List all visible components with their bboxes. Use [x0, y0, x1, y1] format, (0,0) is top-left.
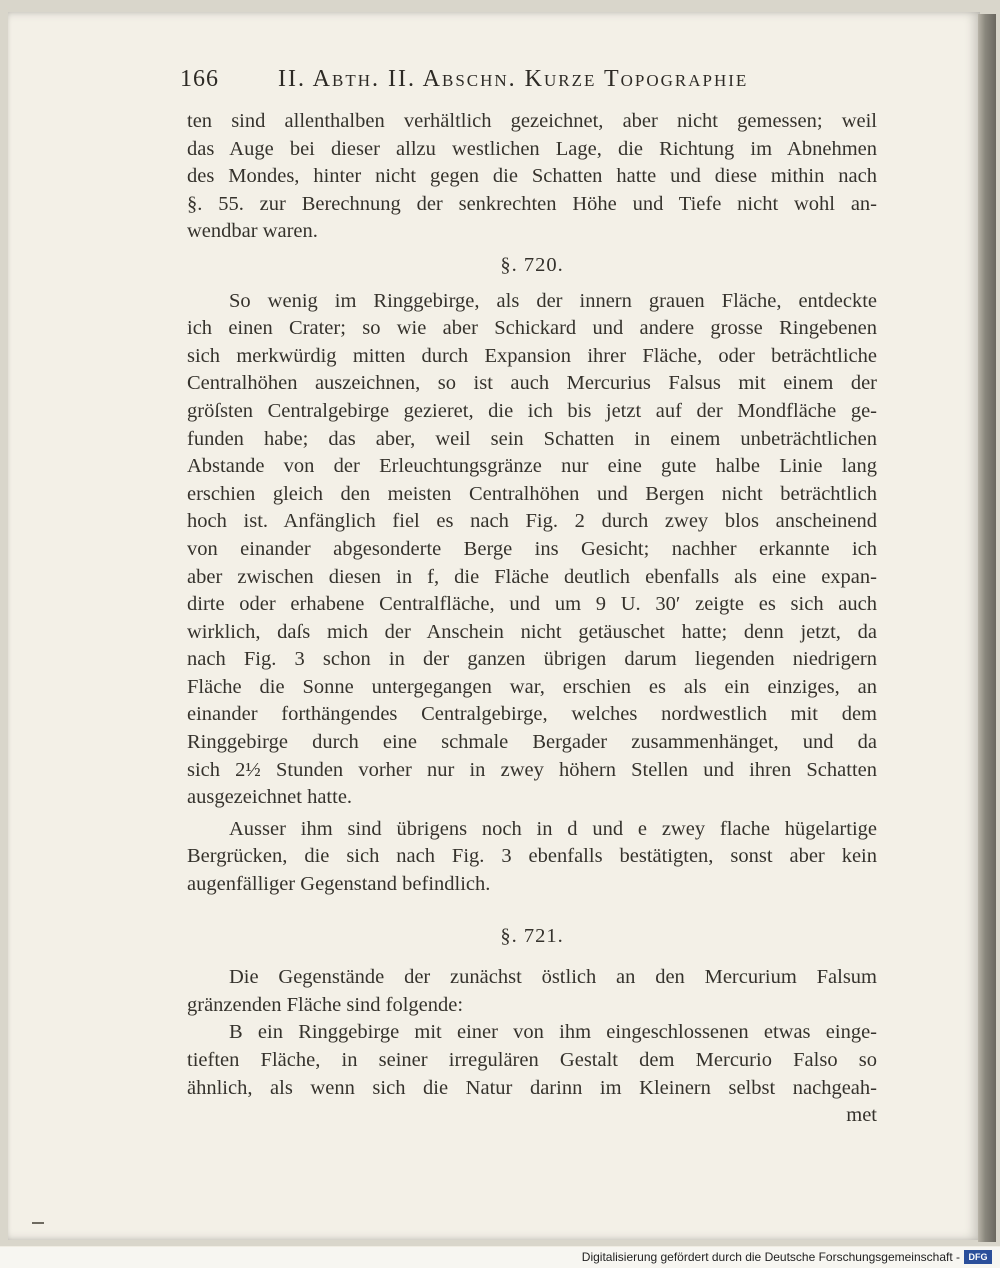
text-line: augenfälliger Gegenstand befindlich.	[187, 873, 491, 896]
text-line: §. 55. zur Berechnung der senkrechten Höhe und Tiefe nicht wohl an-	[187, 192, 877, 215]
text-line: von einander abgesonderte Berge ins Gesicht; nachher erkannte ich	[187, 537, 877, 560]
text-line: Fläche die Sonne untergegangen war, erschien es als ein einziges, an	[187, 675, 877, 698]
running-title: II. Abth. II. Abschn. Kurze Topographie	[278, 66, 749, 92]
text-line: gränzenden Fläche sind folgende:	[187, 993, 464, 1016]
section-heading-721: §. 721.	[500, 924, 564, 947]
text-line: sich 2½ Stunden vorher nur in zwey höhern Stellen und ihren Schatten	[187, 758, 877, 781]
text-line: Ausser ihm sind übrigens noch in d und e zwey flache hügelartige	[229, 817, 877, 840]
text-line: So wenig im Ringgebirge, als der innern grauen Fläche, entdeckte	[229, 289, 877, 312]
text-line: B ein Ringgebirge mit einer von ihm eingeschlossenen etwas einge-	[229, 1021, 877, 1044]
text-line: funden habe; das aber, weil sein Schatten in einem unbeträchtlichen	[187, 427, 877, 450]
text-line: Centralhöhen auszeichnen, so ist auch Mercurius Falsus mit einem der	[187, 372, 877, 395]
catchword: met	[846, 1104, 877, 1127]
text-line: gröſsten Centralgebirge gezieret, die ich bis jetzt auf der Mondfläche ge-	[187, 399, 877, 422]
text-line: das Auge bei dieser allzu westlichen Lage, die Richtung im Abnehmen	[187, 137, 877, 160]
text-line: Die Gegenstände der zunächst östlich an den Mercurium Falsum	[229, 966, 877, 989]
text-line: aber zwischen diesen in f, die Fläche deutlich ebenfalls als eine expan-	[187, 565, 877, 588]
text-line: Bergrücken, die sich nach Fig. 3 ebenfalls bestätigten, sonst aber kein	[187, 845, 877, 868]
digitization-footer	[0, 1247, 1000, 1268]
text-line: nach Fig. 3 schon in der ganzen übrigen darum liegenden niedrigern	[187, 648, 877, 671]
text-line: tieften Fläche, in seiner irregulären Gestalt dem Mercurio Falso so	[187, 1049, 877, 1071]
funding-credit: Digitalisierung gefördert durch die Deutsche Forschungsgemeinschaft -	[581, 1250, 960, 1264]
text-line: dirte oder erhabene Centralfläche, und um 9 U. 30′ zeigte es sich auch	[187, 593, 877, 616]
section-heading-720: §. 720.	[500, 253, 564, 276]
page-number: 166	[180, 66, 219, 92]
text-line: ich einen Crater; so wie aber Schickard und andere grosse Ringebenen	[187, 317, 877, 340]
text-line: hoch ist. Anfänglich fiel es nach Fig. 2 durch zwey blos anscheinend	[187, 510, 877, 533]
text-line: des Mondes, hinter nicht gegen die Schatten hatte und diese mithin nach	[187, 165, 877, 188]
text-line: einander forthängendes Centralgebirge, welches nordwestlich mit dem	[187, 703, 877, 726]
text-line: ähnlich, als wenn sich die Natur darinn im Kleinern selbst nachgeah-	[187, 1076, 877, 1099]
text-line: Ringgebirge durch eine schmale Bergader zusammenhänget, und da	[187, 731, 877, 754]
ink-speck	[32, 1222, 44, 1224]
text-line: sich merkwürdig mitten durch Expansion ihrer Fläche, oder beträchtliche	[187, 344, 877, 367]
text-line: ausgezeichnet hatte.	[187, 786, 353, 809]
text-line: ten sind allenthalben verhältlich gezeichnet, aber nicht gemessen; weil	[187, 110, 877, 132]
dfg-logo-icon: DFG	[964, 1250, 992, 1264]
running-header	[180, 66, 880, 102]
page-edge	[978, 14, 996, 1242]
text-line: Abstande von der Erleuchtungsgränze nur eine gute halbe Linie lang	[187, 455, 877, 478]
body-text	[187, 108, 877, 1130]
text-line: wirklich, daſs mich der Anschein nicht getäuschet hatte; denn jetzt, da	[187, 620, 877, 643]
text-line: erschien gleich den meisten Centralhöhen und Bergen nicht beträchtlich	[187, 482, 877, 505]
text-line: wendbar waren.	[187, 220, 318, 243]
